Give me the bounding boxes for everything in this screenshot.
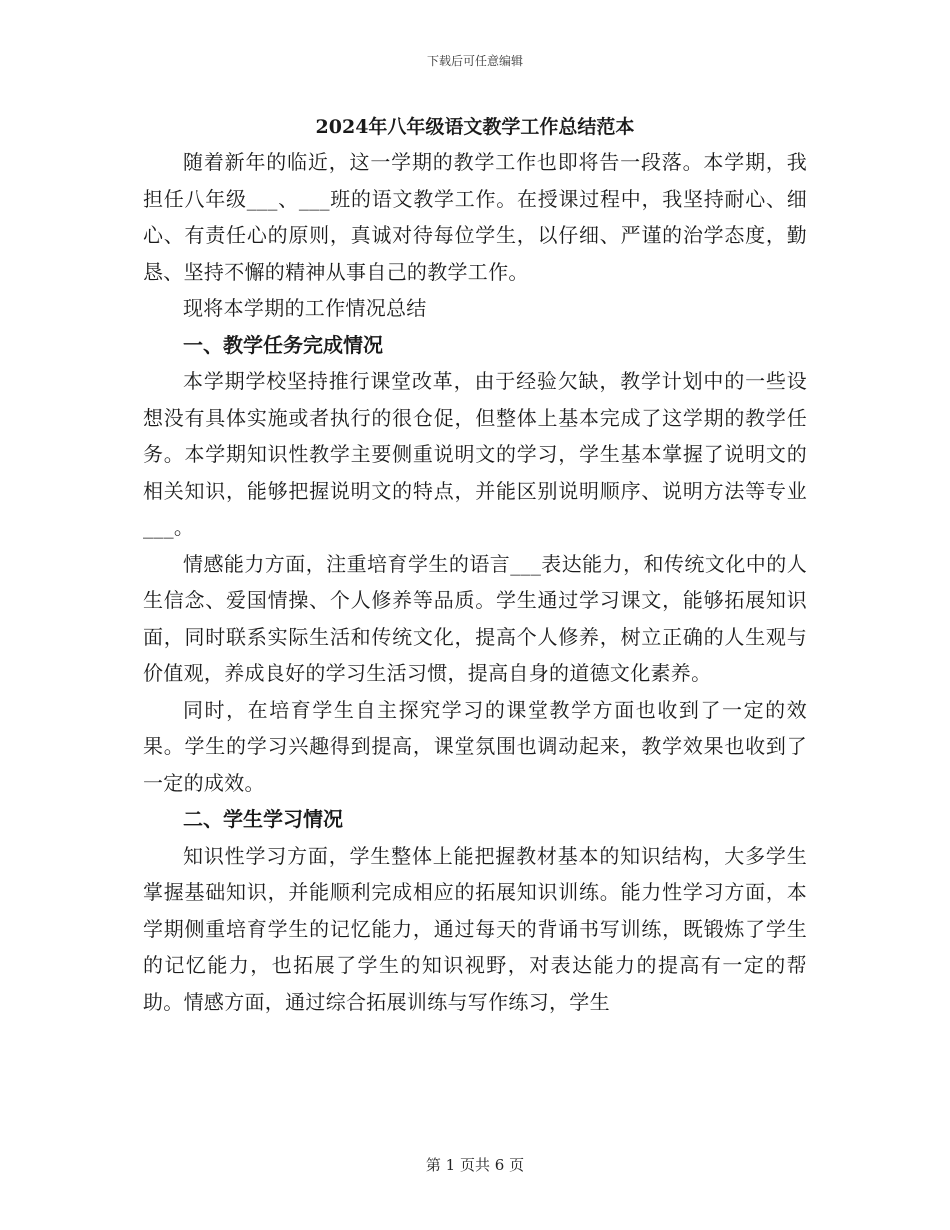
section-heading: 二、学生学习情况 bbox=[183, 807, 343, 831]
paragraph: 现将本学期的工作情况总结 bbox=[183, 296, 427, 320]
paragraph: 情感能力方面，注重培育学生的语言___表达能力，和传统文化中的人生信念、爱国情操、个人修养等品质。学生通过学习课文，能够拓展知识面，同时联系实际生活和传统文化，提高个人修养，树立正确的人生观与价值观，养成良好的学习生活习惯，提高自身的道德文化素养。 bbox=[143, 551, 807, 685]
section-heading: 一、教学任务完成情况 bbox=[183, 332, 383, 357]
paragraph: 本学期学校坚持推行课堂改革，由于经验欠缺，教学计划中的一些设想没有具体实施或者执行的很仓促，但整体上基本完成了这学期的教学任务。本学期知识性教学主要侧重说明文的学习，学生基本掌握了说明文的相关知识，能够把握说明文的特点，并能区别说明顺序、说明方法等专业___。 bbox=[143, 369, 807, 539]
page-number: 第 1 页共 6 页 bbox=[425, 1156, 525, 1174]
paragraph: 随着新年的临近，这一学期的教学工作也即将告一段落。本学期，我担任八年级___、___班的语文教学工作。在授课过程中，我坚持耐心、细心、有责任心的原则，真诚对待每位学生，以仔细、严谨的治学态度，勤恳、坚持不懈的精神从事自己的教学工作。 bbox=[143, 150, 807, 284]
paragraph: 知识性学习方面，学生整体上能把握教材基本的知识结构，大多学生掌握基础知识，并能顺利完成相应的拓展知识训练。能力性学习方面，本学期侧重培育学生的记忆能力，通过每天的背诵书写训练，既锻炼了学生的记忆能力，也拓展了学生的知识视野，对表达能力的提高有一定的帮助。情感方面，通过综合拓展训练与写作练习，学生 bbox=[143, 843, 807, 1014]
paragraph: 同时，在培育学生自主探究学习的课堂教学方面也收到了一定的效果。学生的学习兴趣得到提高，课堂氛围也调动起来，教学效果也收到了一定的成效。 bbox=[143, 697, 807, 795]
document-body bbox=[143, 110, 807, 1020]
page-header-note: 下载后可任意编辑 bbox=[426, 54, 523, 68]
document-title: 2024年八年级语文教学工作总结范本 bbox=[315, 116, 635, 138]
